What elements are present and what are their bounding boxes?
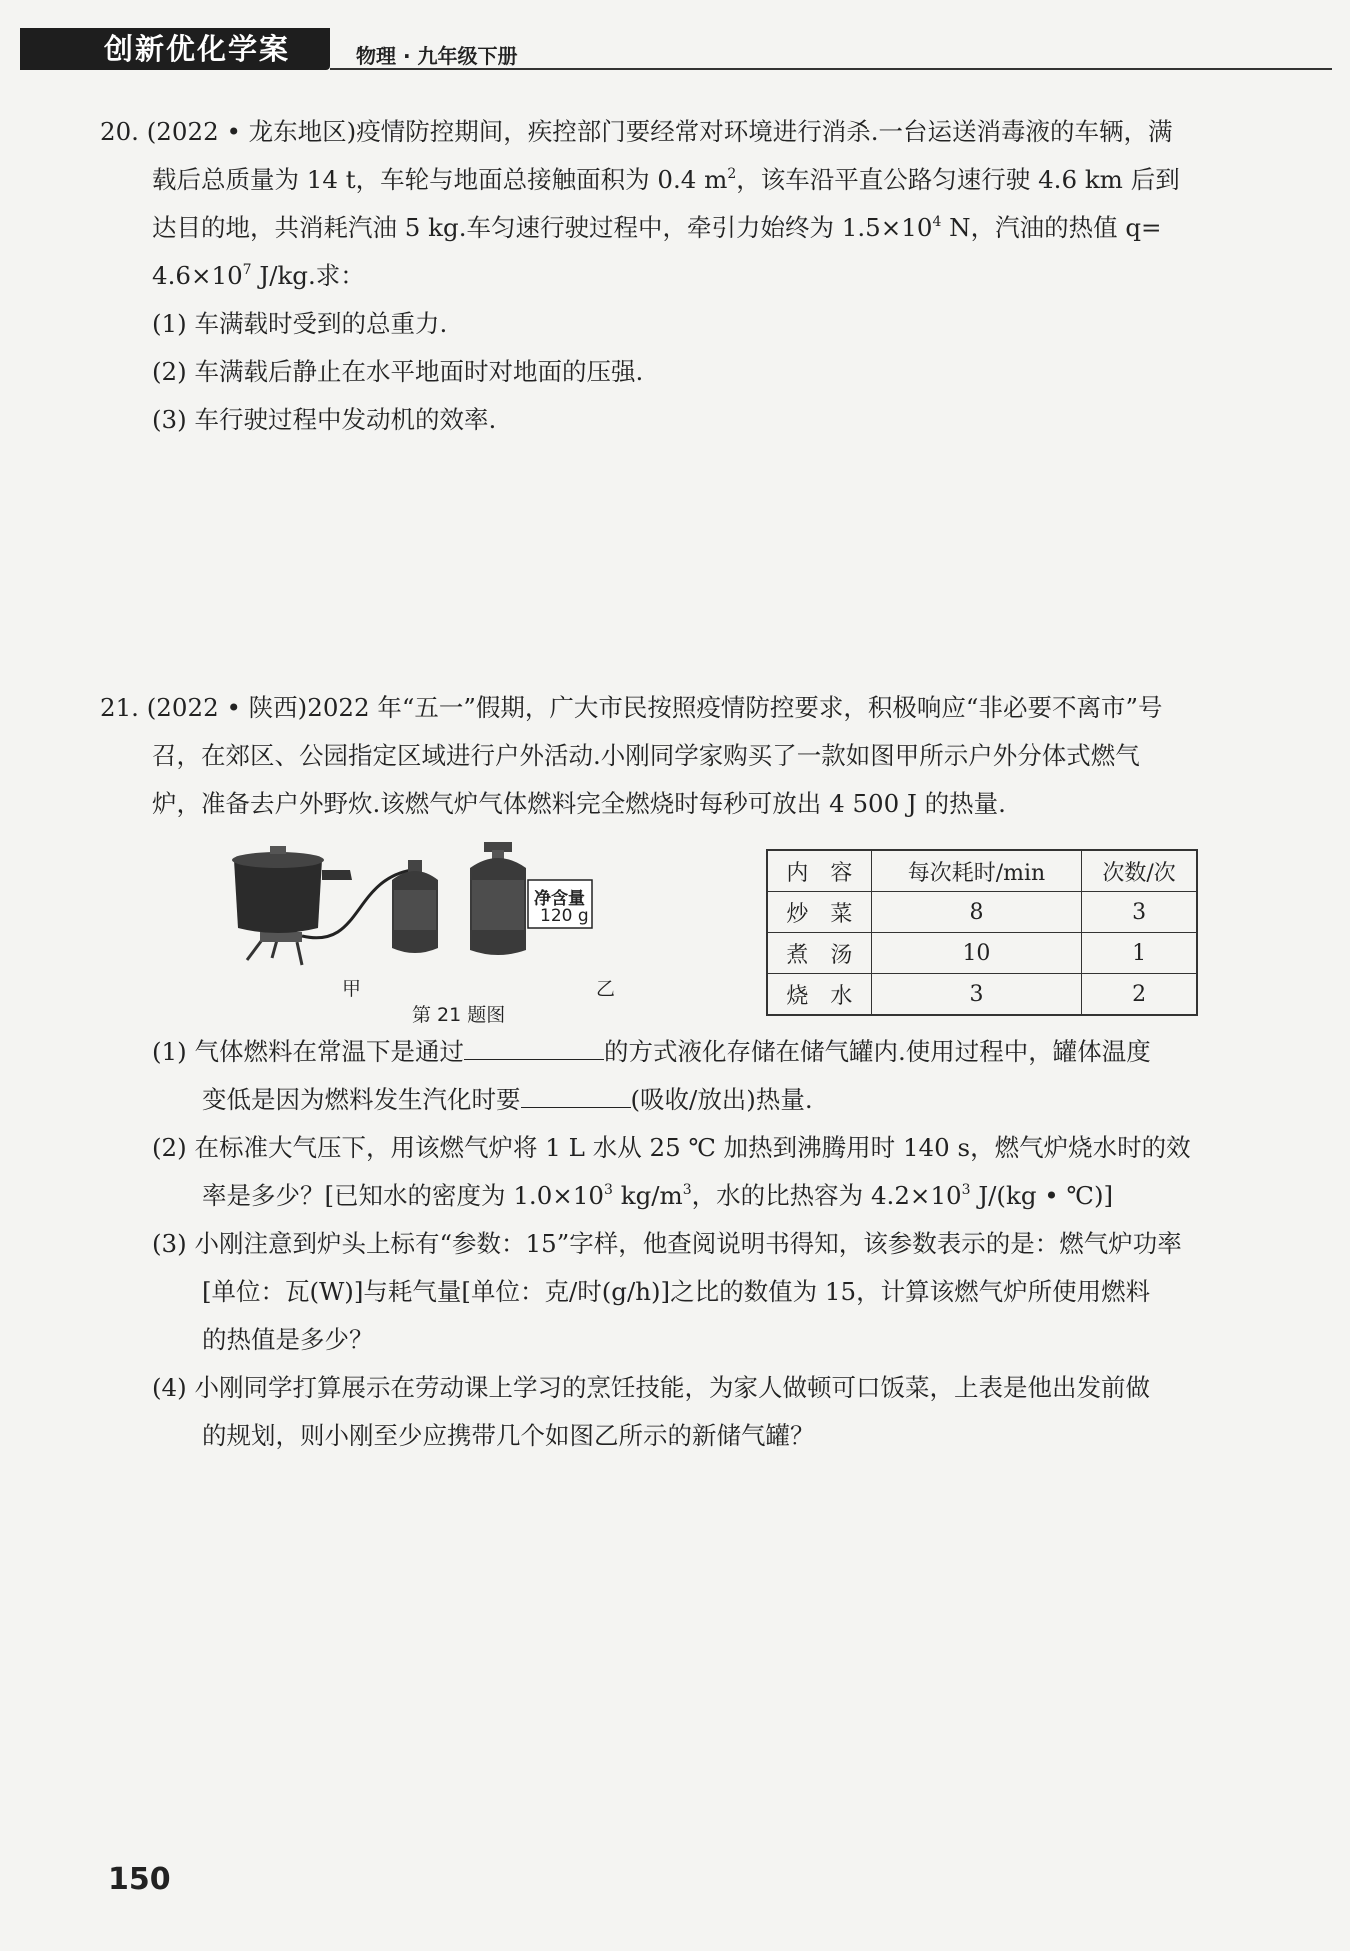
table-header: 内 容 (767, 850, 871, 892)
table-row (767, 974, 1197, 1016)
q21-sub3-line3: 的热值是多少？ (202, 1325, 374, 1354)
tag-line1: 净含量 (534, 889, 585, 909)
table-cell: 煮 汤 (767, 933, 871, 974)
header-rule (330, 68, 1332, 70)
answer-blank-1[interactable] (464, 1033, 604, 1060)
figure-caption: 第 21 题图 (412, 1004, 506, 1026)
q21-line3: 炉，准备去户外野炊.该燃气炉气体燃料完全燃烧时每秒可放出 4 500 J 的热量. (152, 789, 1006, 818)
table-cell: 10 (871, 933, 1082, 974)
table-header-row (767, 850, 1197, 892)
table-cell: 3 (871, 974, 1082, 1016)
gas-canister-yi (470, 842, 526, 955)
q21-sub2-line2: 率是多少？[已知水的密度为 $1.0\times 10^3$ $kg/m^3$，水的比热容为 $4.2\times 10^3$ J/(kg • ℃)] (202, 1181, 1114, 1210)
q21-line1: 21. (2022 • 陕西)2022 年“五一”假期，广大市民按照疫情防控要求，积极响应“非必要不离市”号 (100, 693, 1163, 722)
answer-blank-2[interactable] (521, 1081, 631, 1108)
table-cell: 8 (871, 892, 1082, 933)
q20-line4: $4.6\times 10^7$ J/kg.求： (152, 261, 365, 290)
label-yi: 乙 (596, 978, 616, 1000)
table-header: 次数/次 (1082, 850, 1197, 892)
q21-sub3-line2: [单位：瓦(W)]与耗气量[单位：克/时(g/h)]之比的数值为 15，计算该燃气炉所使用燃料 (202, 1277, 1151, 1306)
subject-title: 物理 · 九年级下册 (356, 44, 518, 68)
q20-sub3: (3) 车行驶过程中发动机的效率. (152, 405, 497, 434)
q21-sub4-line2: 的规划，则小刚至少应携带几个如图乙所示的新储气罐？ (202, 1421, 815, 1450)
pot-lid (232, 852, 324, 868)
table-cell: 2 (1082, 974, 1197, 1016)
question-21 (100, 684, 1285, 828)
table-cell: 3 (1082, 892, 1197, 933)
table-row (767, 892, 1197, 933)
q20-line3: 达目的地，共消耗汽油 5 kg.车匀速行驶过程中，牵引力始终为 $1.5\times 10^4$ N，汽油的热值 q= (152, 213, 1162, 242)
cooking-plan-table (766, 849, 1198, 1016)
q21-sub3-line1: (3) 小刚注意到炉头上标有“参数：15”字样，他查阅说明书得知，该参数表示的是：燃气炉功率 (152, 1229, 1182, 1258)
page-number: 150 (108, 1862, 171, 1897)
tag-line2: 120 g (540, 906, 589, 926)
q21-sub4-line1: (4) 小刚同学打算展示在劳动课上学习的烹饪技能，为家人做顿可口饭菜，上表是他出发前做 (152, 1373, 1150, 1402)
stove-burner (247, 940, 302, 965)
q21-sub1-line1: (1) 气体燃料在常温下是通过 的方式液化存储在储气罐内.使用过程中，罐体温度 (100, 1028, 1285, 1076)
book-brand: 创新优化学案 (20, 28, 330, 70)
table-row (767, 933, 1197, 974)
label-jia: 甲 (342, 978, 362, 1000)
table-cell: 1 (1082, 933, 1197, 974)
q21-sub1-line2: 变低是因为燃料发生汽化时要 (吸收/放出)热量. (100, 1076, 1285, 1124)
table-cell: 炒 菜 (767, 892, 871, 933)
q20-line1: 20. (2022 • 龙东地区)疫情防控期间，疾控部门要经常对环境进行消杀.一台运送消毒液的车辆，满 (100, 117, 1173, 146)
table-cell: 烧 水 (767, 974, 871, 1016)
question-20 (100, 108, 1285, 444)
pot-body (234, 860, 322, 933)
q20-line2: 载后总质量为 14 t，车轮与地面总接触面积为 0.4 $m^2$，该车沿平直公路匀速行驶 4.6 km 后到 (152, 165, 1180, 194)
q20-sub1: (1) 车满载时受到的总重力. (152, 309, 448, 338)
table-header: 每次耗时/min (871, 850, 1082, 892)
q21-line2: 召，在郊区、公园指定区域进行户外活动.小刚同学家购买了一款如图甲所示户外分体式燃气 (152, 741, 1140, 770)
question-21-parts (100, 1028, 1285, 1460)
q21-sub2-line1: (2) 在标准大气压下，用该燃气炉将 1 L 水从 25 ℃ 加热到沸腾用时 140 s，燃气炉烧水时的效 (152, 1133, 1191, 1162)
pot-knob (270, 846, 286, 854)
q20-sub2: (2) 车满载后静止在水平地面时对地面的压强. (152, 357, 644, 386)
page-header (20, 28, 1332, 70)
pot-handle (322, 870, 352, 880)
burner-head (260, 932, 302, 942)
